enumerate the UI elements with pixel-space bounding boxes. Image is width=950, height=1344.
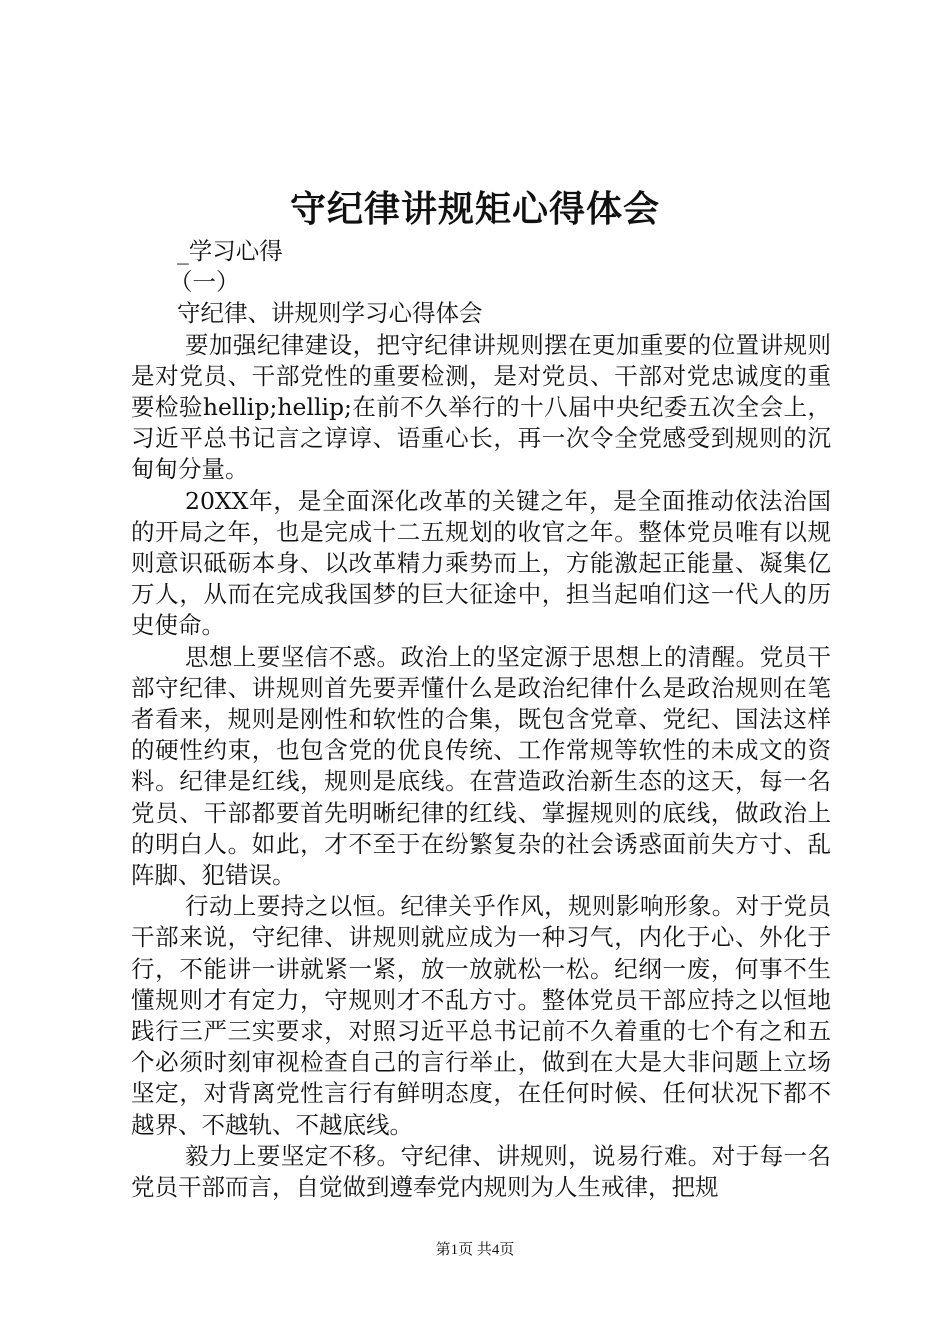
category-line: _学习心得: [177, 237, 283, 265]
section-marker: （一）: [169, 268, 240, 297]
paragraph: 思想上要坚信不惑。政治上的坚定源于思想上的清醒。党员干部守纪律、讲规则首先要弄懂什么是政治纪律什么是政治规则在笔者看来，规则是刚性和软性的合集，既包含党章、党纪、国法这样的硬性约束，也包含党的优良传统、工作常规等软性的未成文的资料。纪律是红线，规则是底线。在营造政治新生态的这天，每一名党员、干部都要首先明晰纪律的红线、掌握规则的底线，做政治上的明白人。如此，才不至于在纷繁复杂的社会诱惑面前失方寸、乱阵脚、犯错误。: [131, 642, 831, 890]
paragraph: 要加强纪律建设，把守纪律讲规则摆在更加重要的位置讲规则是对党员、干部党性的重要检测，是对党员、干部对党忠诚度的重要检验hellip;hellip;在前不久举行的十八届中央纪委五次全会上，习近平总书记言之谆谆、语重心长，再一次令全党感受到规则的沉甸甸分量。: [131, 330, 831, 484]
document-title: 守纪律讲规矩心得体会: [289, 188, 660, 230]
paragraph: 行动上要持之以恒。纪律关乎作风，规则影响形象。对于党员干部来说，守纪律、讲规则就应成为一种习气，内化于心、外化于行，不能讲一讲就紧一紧，放一放就松一松。纪纲一废，何事不生懂规则才有定力，守规则才不乱方寸。整体党员干部应持之以恒地践行三严三实要求，对照习近平总书记前不久着重的七个有之和五个必须时刻审视检查自己的言行举止，做到在大是大非问题上立场坚定，对背离党性言行有鲜明态度，在任何时候、任何状况下都不越界、不越轨、不越底线。: [131, 892, 831, 1139]
paragraph: 毅力上要坚定不移。守纪律、讲规则，说易行难。对于每一名党员干部而言，自觉做到遵奉党内规则为人生戒律，把规: [131, 1141, 831, 1202]
page-footer: 第1页 共4页: [435, 1242, 515, 1258]
document-body: [131, 236, 831, 1203]
document-subtitle: 守纪律、讲规则学习心得体会: [177, 299, 483, 328]
paragraph: 20XX年，是全面深化改革的关键之年，是全面推动依法治国的开局之年，也是完成十二五规划的收官之年。整体党员唯有以规则意识砥砺本身、以改革精力乘势而上，方能激起正能量、凝集亿万人，从而在完成我国梦的巨大征途中，担当起咱们这一代人的历史使命。: [131, 486, 831, 640]
